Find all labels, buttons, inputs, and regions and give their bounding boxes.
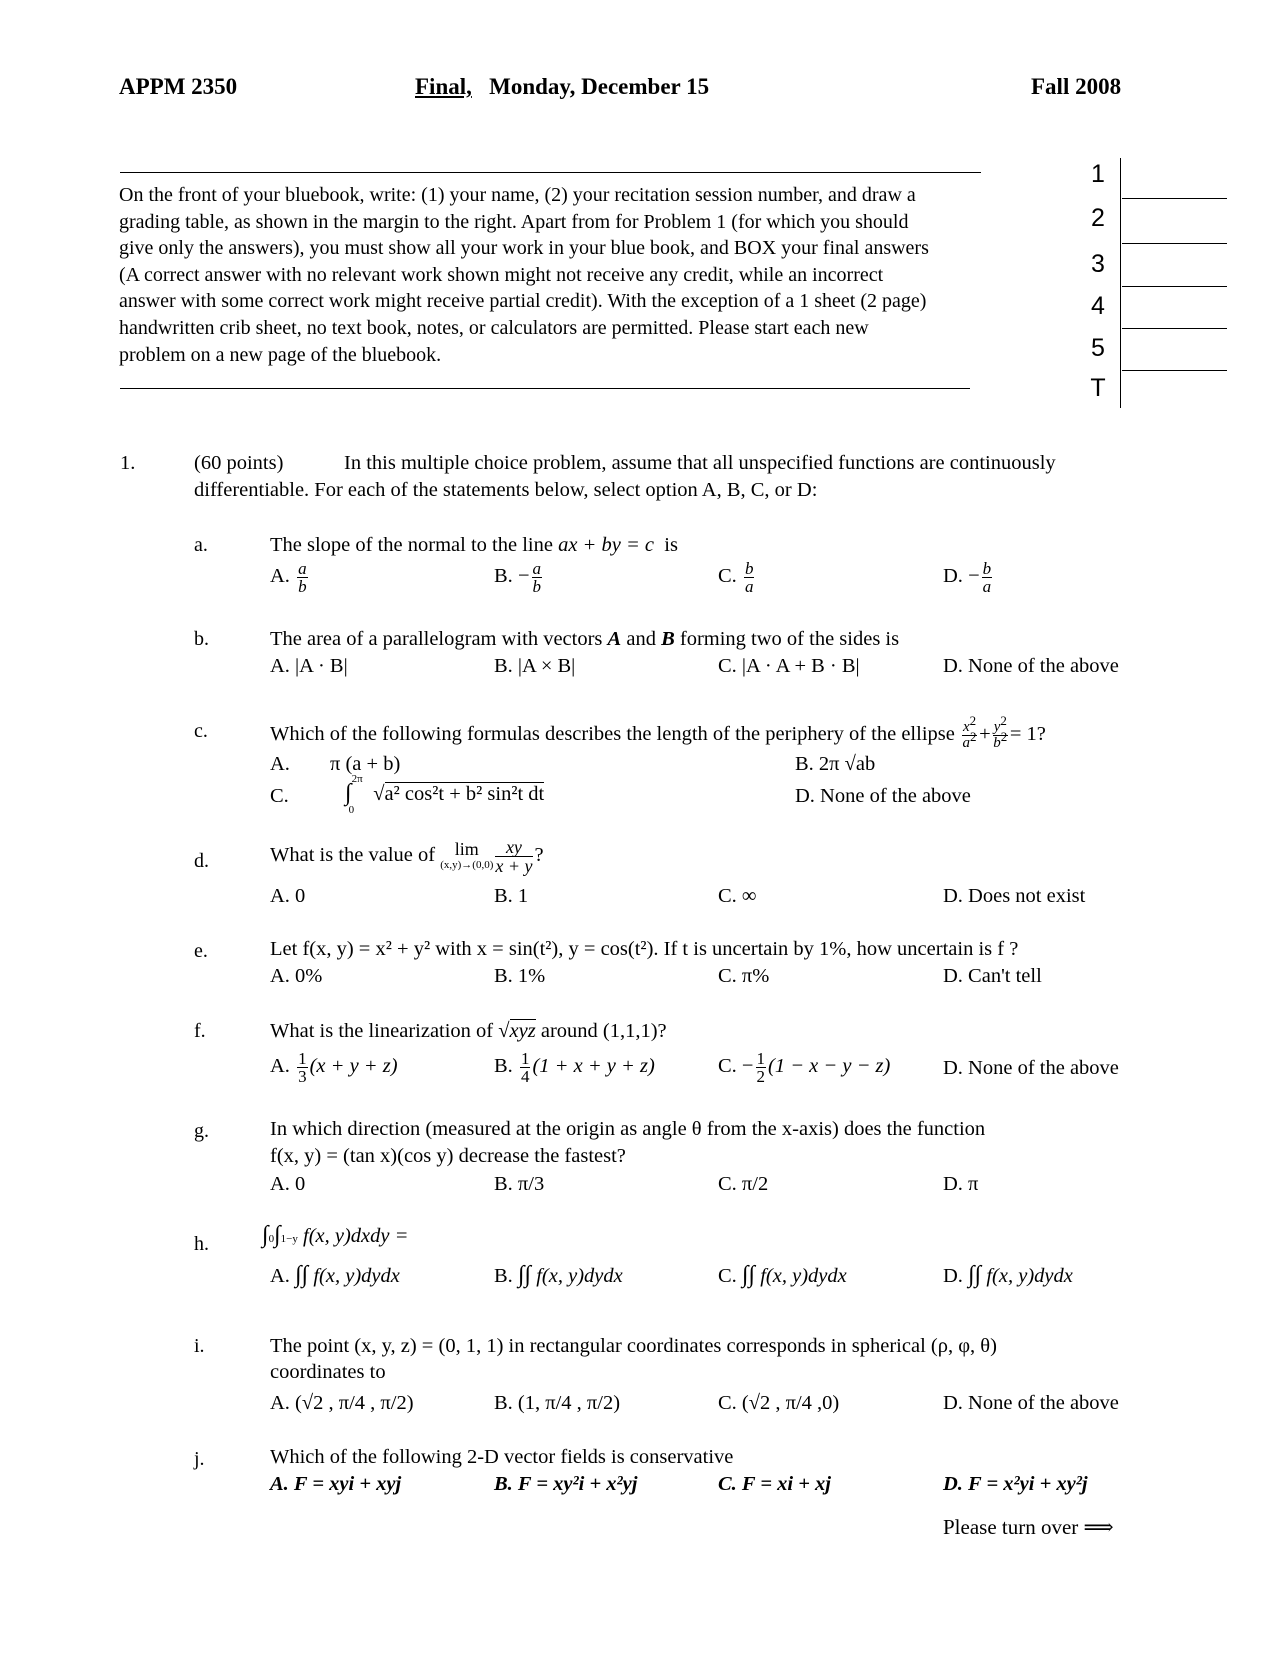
option-i-B: B. (1, π/4 , π/2) [494, 1392, 621, 1414]
grading-row-label: 3 [1091, 250, 1105, 278]
option-b-B: B. |A × B| [494, 655, 576, 677]
question-j: Which of the following 2-D vector fields is conservative [270, 1446, 734, 1468]
part-label: i. [194, 1335, 205, 1357]
option-c-A-expr: π (a + b) [330, 753, 401, 775]
option-f-D: D. None of the above [943, 1057, 1119, 1079]
top-rule [120, 172, 981, 173]
option-a-D: D. − $\frac{b}{a}$ [943, 559, 992, 596]
part-label: h. [194, 1233, 209, 1255]
problem-number: 1. [120, 452, 136, 474]
option-j-A: A. F = xyi + xyj [270, 1473, 402, 1495]
option-e-D: D. Can't tell [943, 965, 1042, 987]
instruction-line: grading table, as shown in the margin to the right. Apart from for Problem 1 (for which you should [119, 210, 909, 233]
option-e-B: B. 1% [494, 965, 546, 987]
question-d: What is the value of lim (x,y)→(0,0) $\frac{xy}{x + y}$ ? [270, 837, 544, 876]
option-i-D: D. None of the above [943, 1392, 1119, 1414]
option-c-C-expr: ∫$^{2\pi}_0$ √a² cos²t + b² sin²t dt [345, 773, 545, 817]
question-i-line2: coordinates to [270, 1361, 386, 1383]
option-h-C: C. ∫∫ f(x, y)dydx [718, 1262, 847, 1288]
option-j-D: D. F = x²yi + xy²j [943, 1473, 1088, 1495]
instruction-line: problem on a new page of the bluebook. [119, 343, 442, 366]
option-g-D: D. π [943, 1173, 979, 1195]
instruction-line: handwritten crib sheet, no text book, notes, or calculators are permitted. Please start each new [119, 316, 869, 339]
option-d-C: C. ∞ [718, 885, 757, 907]
exam-date: Monday, December 15 [489, 74, 710, 99]
option-i-C: C. (√2 , π/4 ,0) [718, 1392, 840, 1414]
exam-name: Final, [415, 74, 472, 99]
part-label: a. [194, 534, 208, 556]
option-b-C: C. |A · A + B · B| [718, 655, 860, 677]
option-a-A: A. $\frac{a}{b}$ [270, 559, 307, 596]
part-label: d. [194, 850, 209, 872]
grading-table-divider [1120, 158, 1121, 408]
option-c-C: C. [270, 785, 289, 807]
option-b-D: D. None of the above [943, 655, 1119, 677]
question-g-line2: f(x, y) = (tan x)(cos y) decrease the fastest? [270, 1145, 626, 1167]
option-h-A: A. ∫∫ f(x, y)dydx [270, 1262, 400, 1288]
option-g-C: C. π/2 [718, 1173, 769, 1195]
question-c: Which of the following formulas describes the length of the periphery of the ellipse $\frac{x^2}{a^2}$ + $\frac{y^2}{b^2}$ = 1? [270, 713, 1046, 751]
option-d-D: D. Does not exist [943, 885, 1086, 907]
question-b: The area of a parallelogram with vectors A and B forming two of the sides is [270, 628, 900, 650]
option-e-C: C. π% [718, 965, 770, 987]
course-code: APPM 2350 [119, 74, 238, 99]
question-e: Let f(x, y) = x² + y² with x = sin(t²), y = cos(t²). If t is uncertain by 1%, how uncertain is f ? [270, 938, 1019, 960]
option-f-B: B. $\frac{1}{4}$ (1 + x + y + z) [494, 1049, 655, 1086]
option-j-C: C. F = xi + xj [718, 1473, 831, 1495]
option-e-A: A. 0% [270, 965, 323, 987]
grading-row-label: 4 [1091, 292, 1105, 320]
grading-row-label: 5 [1091, 334, 1105, 362]
exam-title [415, 74, 709, 100]
option-g-A: A. 0 [270, 1173, 306, 1195]
option-c-A: A. [270, 753, 290, 775]
bottom-rule [120, 388, 970, 389]
option-h-D: D. ∫∫ f(x, y)dydx [943, 1262, 1073, 1288]
option-d-B: B. 1 [494, 885, 529, 907]
option-a-C: C. $\frac{b}{a}$ [718, 559, 754, 596]
turn-over-note: Please turn over ⟹ [943, 1515, 1114, 1539]
part-label: c. [194, 720, 208, 742]
question-f: What is the linearization of √xyz around (1,1,1)? [270, 1020, 667, 1042]
option-b-A: A. |A · B| [270, 655, 348, 677]
option-d-A: A. 0 [270, 885, 306, 907]
part-label: f. [194, 1020, 206, 1042]
part-label: b. [194, 628, 209, 650]
question-g: In which direction (measured at the origin as angle θ from the x-axis) does the function [270, 1118, 986, 1140]
grading-row-label: T [1090, 374, 1106, 402]
option-h-B: B. ∫∫ f(x, y)dydx [494, 1262, 623, 1288]
instruction-line: On the front of your bluebook, write: (1) your name, (2) your recitation session number, and draw a [119, 184, 916, 206]
option-g-B: B. π/3 [494, 1173, 545, 1195]
question-h: ∫0∫1−y f(x, y)dxdy = [262, 1222, 409, 1248]
option-c-B: B. 2π √ab [795, 753, 876, 775]
part-label: g. [194, 1120, 209, 1142]
option-c-D: D. None of the above [795, 785, 971, 807]
problem-intro: differentiable. For each of the statements below, select option A, B, C, or D: [194, 479, 818, 501]
option-f-C: C. − $\frac{1}{2}$ (1 − x − y − z) [718, 1049, 891, 1086]
instruction-line: give only the answers), you must show all your work in your blue book, and BOX your final answers [119, 237, 929, 260]
exam-term: Fall 2008 [1031, 74, 1122, 99]
instruction-line: (A correct answer with no relevant work shown might not receive any credit, while an incorrect [119, 263, 884, 286]
question-a: The slope of the normal to the line ax + by = c is [270, 534, 678, 556]
option-i-A: A. (√2 , π/4 , π/2) [270, 1392, 414, 1414]
part-label: e. [194, 940, 208, 962]
question-i: The point (x, y, z) = (0, 1, 1) in rectangular coordinates corresponds in spherical (ρ, φ, θ) [270, 1335, 997, 1357]
problem-points: (60 points) [194, 452, 284, 474]
option-a-B: B. − $\frac{a}{b}$ [494, 559, 541, 596]
problem-intro: In this multiple choice problem, assume that all unspecified functions are continuously [344, 452, 1056, 474]
option-f-A: A. $\frac{1}{3}$ (x + y + z) [270, 1049, 398, 1086]
instruction-line: answer with some correct work might receive partial credit). With the exception of a 1 sheet (2 page) [119, 290, 927, 313]
part-label: j. [194, 1448, 205, 1470]
grading-row-label: 1 [1091, 160, 1105, 188]
instructions [119, 182, 1059, 368]
option-j-B: B. F = xy²i + x²yj [494, 1473, 638, 1495]
grading-row-label: 2 [1091, 204, 1105, 232]
